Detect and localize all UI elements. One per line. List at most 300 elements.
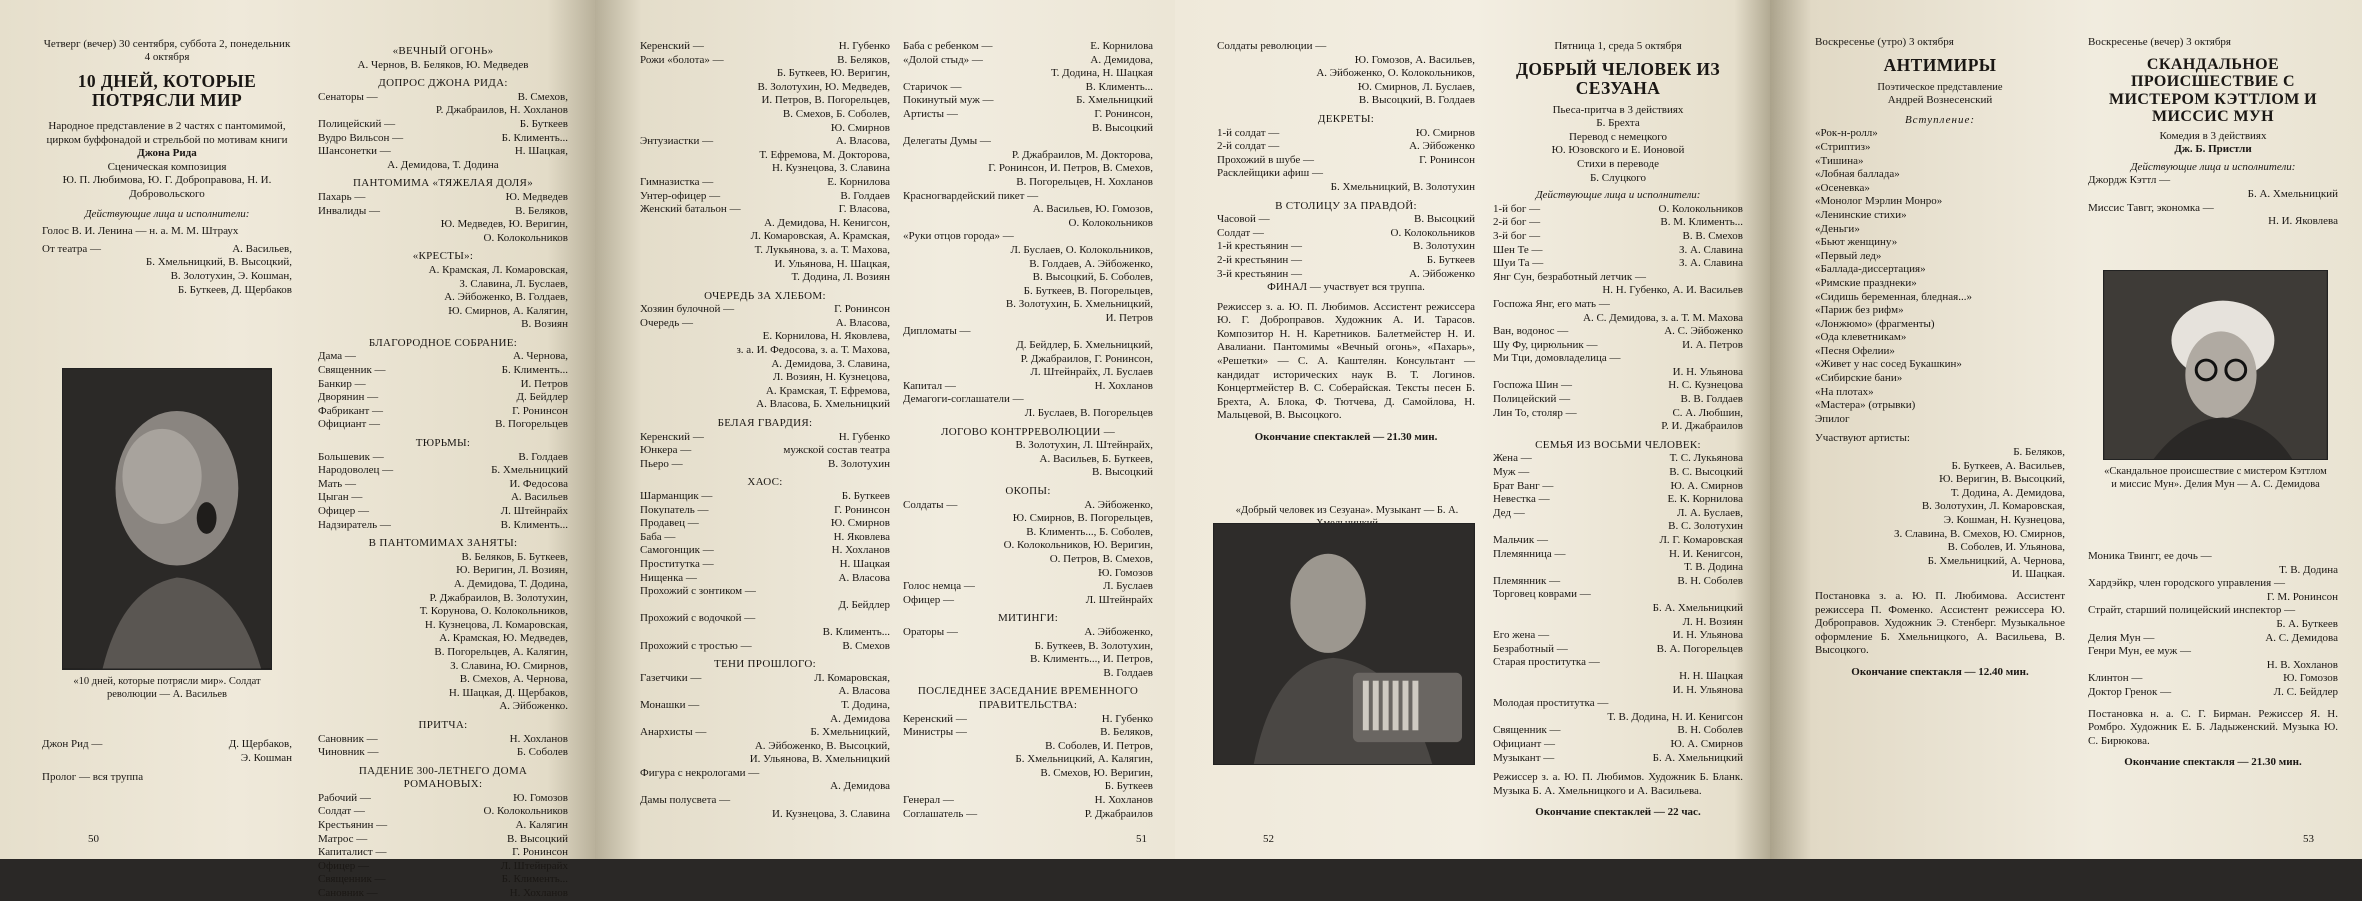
cast-row [318, 700, 568, 714]
role: Миссис Тавгг, экономка — [2088, 201, 2214, 214]
cast-row [1493, 643, 1743, 657]
role: Керенский — [640, 40, 704, 52]
cast-row [1493, 244, 1743, 258]
cast-row [903, 190, 1153, 204]
actor: Л. Буслаев, В. Погорельцев [1024, 407, 1153, 420]
actor: Л. Комаровская, А. Крамская, [750, 230, 890, 243]
role: Офицер — [318, 859, 369, 872]
actor: Е. Корнилова, Н. Яковлева, [762, 330, 890, 343]
program-item: «Монолог Мэрлин Монро» [1815, 195, 1943, 208]
cast-row [2088, 215, 2338, 229]
cast-row [1493, 230, 1743, 244]
role: Дама — [318, 350, 356, 363]
cast-row [640, 726, 890, 740]
p50-date: Четверг (вечер) 30 сентября, суббота 2, понедельник 4 октября [43, 38, 291, 63]
actor: Т. В. Додина [1684, 561, 1743, 574]
actor: И. Н. Ульянова [1672, 629, 1743, 642]
cast-row [318, 418, 568, 432]
section-heading: БЕЛАЯ ГВАРДИЯ: [717, 417, 813, 430]
p50-bottom [42, 738, 292, 785]
cast-row [1493, 379, 1743, 393]
page-52 [1175, 0, 1770, 859]
cast-row [640, 599, 890, 613]
cast-row [318, 191, 568, 205]
actor: Д. Бейдлер, Б. Хмельницкий, [1016, 339, 1153, 352]
actor: И. Н. Ульянова [1672, 365, 1743, 378]
actor: Ю. Смирнов, Л. Буслаев, [1357, 80, 1475, 93]
page-53 [1770, 0, 2362, 859]
cast-row [640, 517, 890, 531]
role: Красногвардейский пикет — [903, 189, 1039, 202]
cast-row [640, 458, 890, 472]
cast-row [640, 162, 890, 176]
role: Демагоги-соглашатели — [903, 393, 1024, 406]
cast-row [1217, 81, 1475, 95]
role: Генри Мун, ее муж — [2088, 645, 2192, 658]
cast-row [903, 439, 1153, 453]
cast-row [903, 162, 1153, 176]
actor: А. Демидова, [1090, 53, 1153, 66]
cast-row [318, 405, 568, 419]
actor: О. Колокольников [1390, 226, 1475, 239]
actor: Н. Хохланов [831, 544, 890, 557]
role: Жена — [1493, 452, 1532, 465]
cast-row [318, 805, 568, 819]
cast-row [1217, 181, 1475, 195]
cast-row [318, 632, 568, 646]
role: Доктор Гренок — [2088, 685, 2172, 698]
actor: И. Петров, В. Погорельцев, [761, 94, 890, 107]
role: Фигура с некрологами — [640, 766, 760, 779]
cast-row [318, 673, 568, 687]
actor: Н. Кузнецова, З. Славина [772, 162, 890, 175]
actor: И. А. Петров [1682, 338, 1743, 351]
actor: Б. Буткеев [841, 490, 890, 502]
cast-row [903, 526, 1153, 540]
cast-row [640, 794, 890, 808]
p53-right-credits: Постановка н. а. С. Г. Бирман. Режиссер Я. Н. Ромбро. Художник Е. Б. Ладыженский. Музыка Ю. С. Бирюкова. [2088, 707, 2338, 747]
actor: А. Власова, [835, 135, 890, 148]
cast-row [903, 54, 1153, 68]
section-heading: ОЧЕРЕДЬ ЗА ХЛЕБОМ: [704, 289, 826, 302]
role: Солдат — [318, 805, 365, 818]
role: Моника Твингг, ее дочь — [2088, 550, 2212, 562]
cast-row [1493, 670, 1743, 684]
actor: И. Ульянова, Н. Шацкая, [774, 257, 890, 270]
cast-row [1493, 548, 1743, 562]
role: Фабрикант — [318, 404, 384, 417]
actor: И. Федосова [509, 477, 568, 490]
cast-row [903, 366, 1153, 380]
cast-row [903, 258, 1153, 272]
cast-row [640, 780, 890, 794]
text-line: А. Демидова, Т. Додина [387, 158, 499, 171]
cast-row [1217, 67, 1475, 81]
p50-title: 10 ДНЕЙ, КОТОРЫЕ ПОТРЯСЛИ МИР [77, 71, 257, 110]
p52-right-column [1493, 40, 1743, 820]
actor: А. Васильев, Ю. Гомозов, [1032, 203, 1153, 216]
cast-row [318, 218, 568, 232]
cast-row [903, 135, 1153, 149]
cast-row [1217, 227, 1475, 241]
p50-theatre-cast-3: Б. Буткеев, Д. Щербаков [177, 283, 292, 296]
p52-intro-1: Б. Брехта [1596, 117, 1640, 130]
actor [2285, 577, 2338, 591]
cast-row [2088, 564, 2338, 578]
actor: Р. Джабраилов, М. Докторова, [1011, 148, 1153, 161]
actor: А. С. Эйбоженко [1664, 325, 1743, 338]
role: Официант — [318, 418, 381, 431]
actor [2170, 174, 2338, 188]
program-item: «Бьют женщину» [1815, 236, 1898, 249]
role: 1-й крестьянин — [1217, 240, 1302, 253]
cast-row [1493, 616, 1743, 630]
actor: Е. Корнилова [827, 175, 890, 188]
role: Сановник — [318, 732, 378, 745]
actor: Н. Н. Шацкая [1679, 669, 1743, 682]
cast-row [1493, 493, 1743, 507]
p51-page-number: 51 [1136, 833, 1147, 845]
actor: Л. Возиян, Н. Кузнецова, [772, 371, 890, 384]
actor [971, 325, 1154, 339]
actor: Ю. Смирнов, А. Калягин, [448, 304, 568, 317]
actor: И. Н. Ульянова [1672, 683, 1743, 696]
actor: В. М. Клименть... [1660, 216, 1743, 229]
actor: Ю. Веригин, Л. Возиян, [456, 564, 568, 577]
role: Матрос — [318, 832, 368, 845]
cast-row [1217, 268, 1475, 282]
cast-row [318, 318, 568, 332]
cast-row [903, 780, 1153, 794]
cast-row [903, 453, 1153, 467]
role: Цыган — [318, 491, 363, 504]
role: Племянник — [1493, 574, 1561, 587]
role: Сенаторы — [318, 90, 378, 103]
cast-row [903, 67, 1153, 81]
cast-row [318, 733, 568, 747]
actor: В. Смехов [842, 639, 890, 652]
cast-row [318, 278, 568, 292]
role: Ми Тци, домовладелица — [1493, 352, 1621, 365]
role: Хардэйкр, член городского управления — [2088, 577, 2285, 590]
actor [1600, 656, 1743, 670]
program-item: «Баллада-диссертация» [1815, 263, 1926, 276]
program-item: «Песня Офелии» [1815, 344, 1895, 357]
actor: В. Высоцкий [1092, 466, 1153, 479]
role: Проститутка — [640, 557, 714, 570]
cast-row [318, 232, 568, 246]
role: Газетчики — [640, 671, 702, 684]
actor: Н. Шацкая, Д. Щербаков, [448, 686, 568, 699]
actor: Ю. А. Смирнов [1670, 479, 1743, 492]
role: 3-й бог — [1493, 229, 1541, 242]
cast-row [1493, 312, 1743, 326]
actor: А. Калягин [515, 819, 568, 832]
cast-line: И. Шацкая. [2011, 568, 2065, 581]
cast-row [640, 431, 890, 445]
role: 2-й солдат — [1217, 140, 1280, 153]
actor: Л. А. Буслаев, [1676, 506, 1743, 519]
cast-row [903, 567, 1153, 581]
portrait-shape [2104, 271, 2327, 459]
actor: А. Демидова, Н. Кенигсон, [764, 216, 890, 229]
role: Дипломаты — [903, 325, 971, 338]
role: Племянница — [1493, 547, 1566, 560]
actor: З. А. Славина [1678, 257, 1743, 270]
role: Пахарь — [318, 190, 366, 203]
cast-row [640, 303, 890, 317]
cast-row [640, 740, 890, 754]
role: Прохожий в шубе — [1217, 153, 1314, 166]
cast-row [318, 605, 568, 619]
actor [756, 585, 890, 599]
cast-line: Ю. Веригин, В. Высоцкий, [1939, 473, 2065, 486]
cast-line: З. Славина, В. Смехов, Ю. Смирнов, [1893, 527, 2065, 540]
actor [1621, 352, 1743, 366]
cast-row [2088, 686, 2338, 700]
cast-row [318, 873, 568, 887]
actor: В. Беляков, [837, 53, 890, 66]
p53-right-end: Окончание спектакля — 21.30 мин. [2124, 756, 2302, 769]
section-heading: «КРЕСТЫ»: [412, 250, 474, 263]
role: Инвалиды — [318, 204, 380, 217]
cast-row [2088, 618, 2338, 632]
actor: О. Колокольников [483, 231, 568, 244]
cast-row [318, 687, 568, 701]
actor: О. Колокольников, Ю. Веригин, [1003, 539, 1153, 552]
actor: Л. Буслаев, О. Колокольников, [1010, 243, 1153, 256]
cast-row [903, 767, 1153, 781]
cast-row [318, 305, 568, 319]
role: Очередь — [640, 316, 693, 329]
cast-row [318, 91, 568, 105]
cast-row [1217, 213, 1475, 227]
actor: Л. Г. Комаровская [1659, 534, 1743, 546]
cast-row [903, 726, 1153, 740]
cast-row [1493, 520, 1743, 534]
section-heading: ПОСЛЕДНЕЕ ЗАСЕДАНИЕ ВРЕМЕННОГО ПРАВИТЕЛЬСТВА: [917, 685, 1139, 711]
cast-row [318, 464, 568, 478]
section-heading: МИТИНГИ: [997, 612, 1059, 625]
cast-row [903, 466, 1153, 480]
role: Самогонщик — [640, 544, 714, 557]
p50-right-column [318, 40, 568, 901]
role: «Руки отцов города» — [903, 230, 1014, 243]
cast-row [903, 667, 1153, 681]
role: Госпожа Янг, его мать — [1493, 297, 1610, 310]
p50-left-column [42, 38, 292, 297]
role: Баба с ребенком — [903, 40, 993, 52]
cast-row [903, 553, 1153, 567]
actor [2212, 550, 2338, 564]
actor: Б. Хмельницкий, В. Золотухин [1330, 180, 1475, 193]
role: Офицер — [903, 593, 954, 606]
role: Анархисты — [640, 726, 707, 739]
role: Женский батальон — [640, 203, 741, 216]
role: Продавец — [640, 517, 699, 530]
actor: В. Золотухин, Л. Штейнрайх, [1015, 439, 1153, 452]
role: Генерал — [903, 794, 954, 807]
role: Солдаты — [903, 498, 958, 511]
cast-row [318, 660, 568, 674]
actor [1323, 167, 1475, 181]
actor: Г. Власова, [838, 203, 890, 216]
actor [991, 135, 1153, 149]
p50-theatre-cast-0: А. Васильев, [232, 242, 292, 255]
actor: Н. Хохланов [1094, 794, 1153, 807]
cast-row [903, 393, 1153, 407]
cast-row [1493, 466, 1743, 480]
actor: В. Н. Соболев [1677, 724, 1743, 737]
actor: З. Славина, Л. Буслаев, [459, 277, 568, 290]
cast-row [640, 330, 890, 344]
cast-row [903, 203, 1153, 217]
cast-row [318, 145, 568, 159]
role: Молодая проститутка — [1493, 697, 1609, 710]
cast-row [2088, 672, 2338, 686]
actor: Т. Додина, Л. Возиян [791, 271, 890, 284]
actor: Т. В. Додина [2279, 563, 2338, 576]
cast-row [1217, 94, 1475, 108]
role: Его жена — [1493, 629, 1550, 642]
actor: Б. А. Хмельницкий [1652, 751, 1743, 764]
p53-right-intro-0: Комедия в 3 действиях [2159, 129, 2267, 142]
actor: З. Славина, Ю. Смирнов, [450, 659, 568, 672]
actor: В. Золотухин, Б. Хмельницкий, [1005, 298, 1153, 311]
role: Расклейщики афиш — [1217, 167, 1323, 180]
actor: В. Голдаев [518, 450, 568, 463]
role: Официант — [1493, 737, 1556, 750]
actor: Т. Додина, [841, 698, 890, 711]
cast-row [640, 176, 890, 190]
actor: Б. Соболев [516, 746, 568, 759]
actor: Л. Штейнрайх [1085, 593, 1153, 606]
cast-row [1493, 407, 1743, 421]
actor: Б. Хмельницкий, [810, 726, 890, 739]
role: Монашки — [640, 698, 700, 711]
actor: Н. Губенко [1101, 712, 1153, 725]
p52-intro-0: Пьеса-притча в 3 действиях [1552, 103, 1684, 116]
actor: Б. Клименть... [501, 364, 568, 377]
cast-row [1493, 534, 1743, 548]
cast-row [903, 217, 1153, 231]
section-heading: ОКОПЫ: [1005, 485, 1051, 497]
role: Делегаты Думы — [903, 135, 991, 148]
cast-row [2088, 202, 2338, 216]
actor: В. Погорельцев, А. Калягин, [434, 645, 568, 658]
role: Хозяин булочной — [640, 303, 735, 316]
actor: И. Ульянова, В. Хмельницкий [749, 753, 890, 766]
p53-page-number: 53 [2303, 833, 2314, 845]
p51-right-column [903, 40, 1153, 821]
cast-row [903, 594, 1153, 608]
cast-line: Б. Буткеев, А. Васильев, [1951, 459, 2065, 472]
cast-row [1493, 684, 1743, 698]
program-item: «Сидишь беременная, бледная...» [1815, 290, 1972, 303]
role: Прохожий с зонтиком — [640, 585, 756, 598]
role: Безработный — [1493, 642, 1568, 655]
p51-left-column [640, 40, 890, 821]
role: Ораторы — [903, 625, 958, 638]
actor: Б. Буткеев [1426, 253, 1475, 266]
role: Покупатель — [640, 503, 709, 516]
section-heading: ДОПРОС ДЖОНА РИДА: [378, 77, 508, 90]
cast-row [318, 619, 568, 633]
actor: Т. Корунова, О. Колокольников, [419, 605, 568, 618]
role: Нищенка — [640, 571, 697, 584]
cast-line: Б. Беляков, [2013, 446, 2065, 459]
section-heading: ХАОС: [747, 476, 783, 489]
cast-row [318, 264, 568, 278]
role: Госпожа Шин — [1493, 379, 1573, 392]
actor: В. Голдаев [1103, 666, 1153, 679]
program-item: «Ода клеветникам» [1815, 331, 1907, 344]
role: Шу Фу, цирюльник — [1493, 338, 1598, 351]
actor: А. Эйбоженко. [499, 700, 568, 713]
p53-left-date: Воскресенье (утро) 3 октября [1815, 36, 1954, 48]
cast-row [640, 54, 890, 68]
role: Дамы полусвета — [640, 794, 731, 807]
section-heading: ДЕКРЕТЫ: [1317, 112, 1375, 125]
p50-author: Джона Рида [137, 147, 197, 160]
cast-row [903, 713, 1153, 727]
cast-row [640, 94, 890, 108]
cast-row [903, 512, 1153, 526]
credits-paragraph: Режиссер з. а. Ю. П. Любимов. Художник Б. Бланк. Музыка Б. А. Хмельницкого и А. Васильева. [1493, 771, 1743, 797]
actor: В. Смехов, [517, 90, 568, 103]
cast-row [903, 149, 1153, 163]
section-heading: В ПАНТОМИМАХ ЗАНЯТЫ: [368, 537, 518, 550]
cast-row [640, 531, 890, 545]
role: Покинутый муж — [903, 94, 994, 107]
actor: Г. Ронинсон, И. Петров, В. Смехов, [988, 162, 1153, 175]
cast-row [903, 580, 1153, 594]
role: Керенский — [903, 712, 967, 725]
cast-row [318, 519, 568, 533]
p50-cast-heading: Действующие лица и исполнители: [84, 207, 250, 220]
cast-row [318, 646, 568, 660]
p53-right-date: Воскресенье (вечер) 3 октября [2088, 36, 2231, 48]
actor: В. Высоцкий [1414, 213, 1475, 226]
p50-theatre-cast-1: Б. Хмельницкий, В. Высоцкий, [145, 256, 292, 269]
actor: В. В. Смехов [1682, 229, 1743, 242]
cast-row [903, 244, 1153, 258]
cast-row [903, 94, 1153, 108]
actor: Н. С. Кузнецова [1668, 379, 1743, 392]
actor: А. Демидова, Т. Додина, [453, 577, 568, 590]
actor: В. Беляков, [515, 204, 568, 217]
cast-row [640, 640, 890, 654]
actor: Ю. Гомозов, А. Васильев, [1354, 53, 1475, 66]
p50-photo-soldier [62, 368, 272, 670]
actor: Ю. Смирнов [830, 517, 890, 530]
cast-row [2088, 604, 2338, 618]
cast-row [1493, 629, 1743, 643]
p52-intro-2: Перевод с немецкого [1568, 130, 1667, 143]
actor: В. Высоцкий, Б. Соболев, [1032, 271, 1153, 284]
cast-row [640, 385, 890, 399]
cast-row [640, 344, 890, 358]
actor: И. Петров [520, 377, 568, 390]
cast-row [640, 203, 890, 217]
cast-row [1493, 588, 1743, 602]
cast-row [1493, 298, 1743, 312]
cast-row [640, 558, 890, 572]
cast-row [903, 312, 1153, 326]
actor: Б. Буткеев [519, 117, 568, 130]
role: Янг Сун, безработный летчик — [1493, 270, 1646, 283]
p53-left-cast [1815, 446, 2065, 582]
